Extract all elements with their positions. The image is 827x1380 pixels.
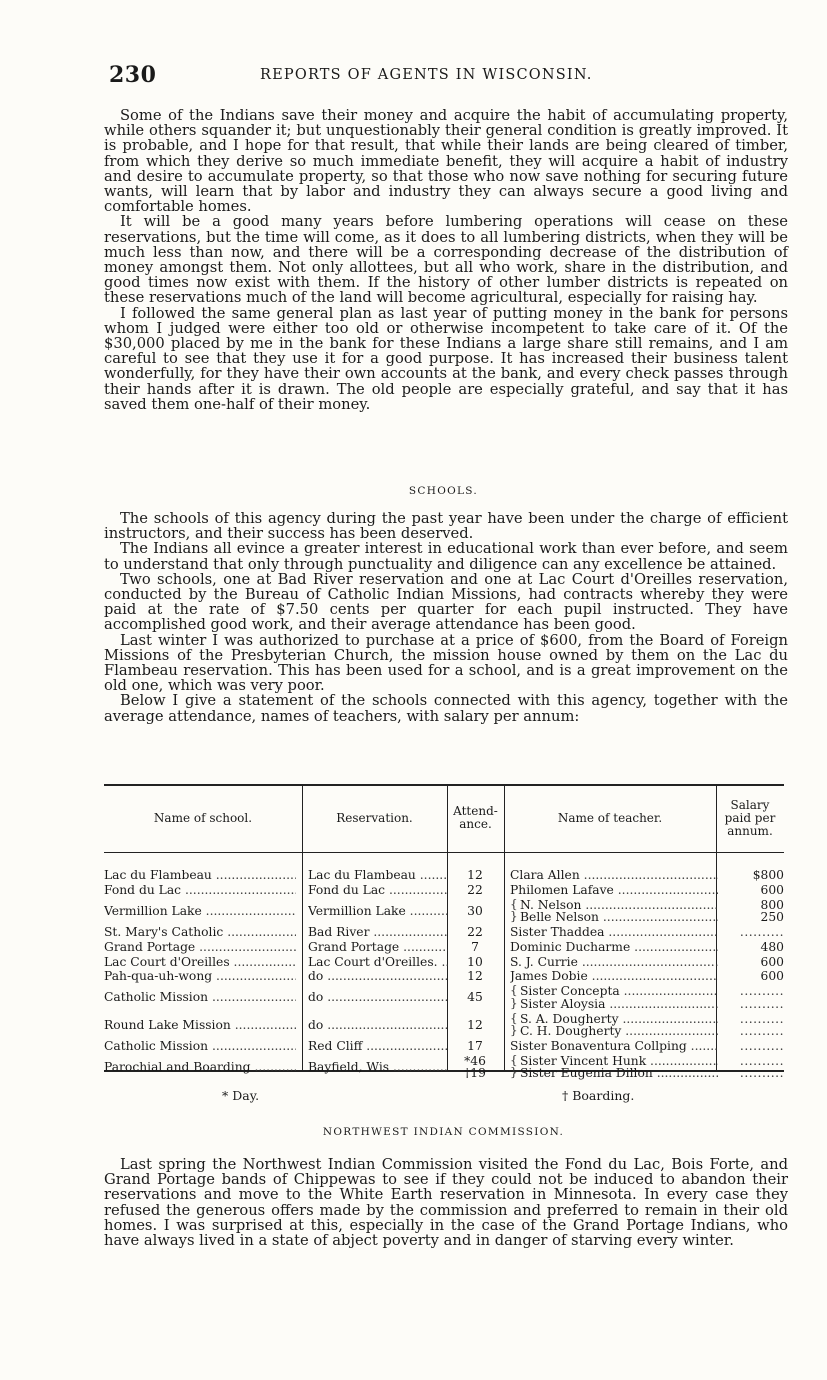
attendance-cell	[448, 969, 502, 983]
salary-cell	[720, 868, 784, 882]
school-name-cell-text: St. Mary's Catholic	[104, 925, 224, 939]
reservation-cell	[308, 1018, 448, 1032]
attendance-cell-text: 10	[467, 954, 483, 969]
salary-value: 600	[760, 954, 784, 969]
school-name-cell-text: Grand Portage	[104, 939, 196, 954]
salary-cell	[720, 883, 784, 897]
paragraph: Last winter I was authorized to purchase at a price of $600, from the Board of Foreign Missions of the Presbyterian Church, the mission house owned by them on the Lac du Flambeau reservation. This has been used for a school, and is a great improvement on the old one, which was very poor.	[104, 631, 788, 695]
teacher-cell	[510, 925, 718, 939]
header-attendance-line: ance.	[459, 817, 492, 831]
table-row	[104, 984, 784, 1009]
school-name-cell-text: Vermillion Lake	[104, 903, 202, 918]
reservation-cell	[308, 1039, 448, 1053]
reservation-cell-text: Bayfield, Wis	[308, 1060, 390, 1075]
table-row	[104, 1012, 784, 1037]
school-name-cell	[104, 925, 296, 939]
brace-mark: { }	[510, 1052, 518, 1080]
table-header-rule	[104, 852, 784, 853]
footnote-day: * Day.	[222, 1088, 260, 1103]
running-title: REPORTS OF AGENTS IN WISCONSIN.	[260, 67, 593, 83]
salary-cell: ..........	[739, 996, 784, 1011]
footnote-boarding: † Boarding.	[562, 1088, 635, 1103]
salary-cell	[720, 940, 784, 954]
attendance-cell-text: *46	[464, 1053, 486, 1068]
teacher-cell	[510, 969, 718, 983]
table-row	[104, 883, 784, 896]
reservation-cell-text: Lac du Flambeau	[308, 868, 416, 882]
teacher-cell-text: Clara Allen	[510, 868, 580, 882]
table-row	[104, 940, 784, 953]
teacher-cell-text: Sister Eugenia Dillon	[520, 1066, 653, 1081]
paragraph: Below I give a statement of the schools connected with this agency, together with the average attendance, names of teachers, with salary per annum:	[104, 692, 788, 725]
salary-cell: ..........	[739, 1066, 784, 1081]
attendance-cell-text: 12	[467, 969, 483, 984]
table-row	[104, 955, 784, 968]
reservation-cell	[308, 1060, 448, 1074]
reservation-cell-text: Grand Portage	[308, 939, 400, 954]
salary-value: $800	[752, 868, 784, 882]
teacher-cell-text: Sister Aloysia	[520, 996, 606, 1011]
school-name-cell	[104, 940, 296, 954]
school-name-cell	[104, 868, 296, 882]
salary-cell: ..........	[739, 1039, 784, 1053]
section-heading-northwest: NORTHWEST INDIAN COMMISSION.	[322, 1126, 565, 1138]
teacher-cell-text: Sister Concepta	[520, 984, 620, 999]
school-name-cell	[104, 955, 296, 969]
paragraph: The Indians all evince a greater interest in educational work than ever before, and seem to understand that only through punctuality and diligence can any excellence be attained.	[104, 540, 788, 573]
school-name-cell	[104, 883, 296, 897]
attendance-cell	[448, 883, 502, 897]
brace-mark: { }	[510, 1010, 518, 1038]
salary-cell: ..........	[739, 1053, 784, 1068]
table-row	[104, 925, 784, 938]
intro-text	[104, 108, 788, 412]
header-name: Name of school.	[153, 810, 253, 825]
teacher-cell-text: C. H. Dougherty	[520, 1024, 622, 1039]
attendance-cell-text: 7	[471, 939, 479, 954]
salary-value: 600	[760, 882, 784, 897]
school-name-cell	[104, 1039, 296, 1053]
attendance-cell	[448, 868, 502, 882]
attendance-cell-text: 22	[467, 882, 483, 897]
table-row	[104, 1054, 784, 1079]
teacher-cell-text: Belle Nelson	[520, 910, 599, 925]
salary-cell: ..........	[739, 1024, 784, 1039]
reservation-cell	[308, 940, 448, 954]
paragraph: Two schools, one at Bad River reservation and one at Lac Court d'Oreilles reservation, conducted by the Bureau of Catholic Indian Missions, had contracts whereby they were paid at the rate of $7.50 cents per quarter for each pupil instructed. They have accomplished good work, and their average attendance has been good.	[104, 570, 788, 634]
header-salary-line: paid per	[724, 810, 776, 825]
teacher-cell-text: S. J. Currie	[510, 954, 578, 969]
salary-value: 250	[760, 910, 784, 925]
attendance-cell-text: 30	[467, 903, 483, 918]
reservation-cell-text: Bad River	[308, 925, 370, 939]
attendance-cell	[448, 990, 502, 1004]
teacher-cell-text: Sister Bonaventura Collping	[510, 1039, 687, 1053]
reservation-cell	[308, 904, 448, 918]
reservation-cell	[308, 955, 448, 969]
teacher-cell	[510, 883, 718, 897]
school-name-cell	[104, 969, 296, 983]
northwest-text	[104, 1157, 788, 1248]
attendance-cell-text: †19	[464, 1066, 486, 1081]
table-row	[104, 898, 784, 923]
reservation-cell	[308, 925, 448, 939]
school-name-cell-text: Catholic Mission	[104, 1039, 209, 1053]
salary-cell	[720, 969, 784, 983]
teacher-cell-text: N. Nelson	[520, 897, 582, 912]
school-name-cell-text: Catholic Mission	[104, 990, 209, 1005]
school-name-cell	[104, 1060, 296, 1074]
teacher-cell	[520, 997, 718, 1011]
teacher-cell-text: S. A. Dougherty	[520, 1011, 619, 1026]
header-attendance-line: Attend-	[453, 804, 498, 818]
teacher-cell-text: Philomen Lafave	[510, 882, 614, 897]
reservation-cell-text: do	[308, 1017, 324, 1032]
attendance-cell	[448, 1018, 502, 1032]
school-name-cell-text: Pah-qua-uh-wong	[104, 969, 213, 984]
salary-value: 480	[760, 939, 784, 954]
school-name-cell-text: Lac du Flambeau	[104, 868, 212, 882]
teacher-cell	[510, 868, 718, 882]
salary-cell	[720, 910, 784, 924]
salary-value: 600	[760, 969, 784, 984]
attendance-cell	[448, 1039, 502, 1053]
salary-cell	[720, 955, 784, 969]
attendance-cell	[448, 925, 502, 939]
salary-value: 800	[760, 897, 784, 912]
header-salary-line: Salary	[730, 797, 770, 812]
attendance-cell-text: 17	[467, 1039, 483, 1053]
salary-cell: ..........	[739, 925, 784, 939]
school-name-cell	[104, 904, 296, 918]
reservation-cell	[308, 883, 448, 897]
reservation-cell-text: Vermillion Lake	[308, 903, 406, 918]
school-name-cell	[104, 1018, 296, 1032]
teacher-cell	[510, 955, 718, 969]
teacher-cell	[520, 1024, 718, 1038]
teacher-cell	[520, 1066, 718, 1080]
header-salary	[716, 784, 784, 852]
reservation-cell	[308, 990, 448, 1004]
school-name-cell-text: Parochial and Boarding	[104, 1060, 251, 1075]
paragraph: The schools of this agency during the past year have been under the charge of efficient instructors, and their success has been deserved.	[104, 510, 788, 543]
paragraph: Last spring the Northwest Indian Commission visited the Fond du Lac, Bois Forte, and Grand Portage bands of Chippewas to see if they could not be induced to abandon their reservations and move to the White Earth reservation in Minnesota. In every case they refused the generous offers made by the commission and preferred to remain in their old homes. I was surprised at this, especially in the case of the Grand Portage Indians, who have always lived in a state of abject poverty and in danger of starving every winter.	[104, 1156, 788, 1250]
table-row	[104, 969, 784, 982]
attendance-cell	[448, 940, 502, 954]
header-teacher: Name of teacher.	[557, 810, 663, 825]
school-name-cell-text: Round Lake Mission	[104, 1017, 231, 1032]
paragraph: Some of the Indians save their money and acquire the habit of accumulating property, while others squander it; but unquestionably their general condition is greatly improved. It is probable, and I hope for that result, that while their lands are being cleared of timber, from which they derive so much immediate benefit, they will acquire a habit of industry and desire to accumulate property, so that those who now save nothing for securing future wants, will learn that by labor and industry they can always secure a good living and comfortable homes.	[104, 107, 788, 216]
header-reservation: Reservation.	[336, 810, 413, 825]
teacher-cell	[510, 1039, 718, 1053]
school-name-cell-text: Lac Court d'Oreilles	[104, 954, 230, 969]
teacher-cell	[510, 940, 718, 954]
teacher-cell-text: Sister Vincent Hunk	[520, 1053, 647, 1068]
reservation-cell	[308, 969, 448, 983]
attendance-cell	[448, 1066, 502, 1080]
teacher-cell	[520, 910, 718, 924]
table-row	[104, 1039, 784, 1052]
school-name-cell	[104, 990, 296, 1004]
reservation-cell	[308, 868, 448, 882]
brace-mark: { }	[510, 983, 518, 1010]
header-attendance	[447, 784, 504, 852]
reservation-cell-text: Lac Court d'Oreilles.	[308, 954, 438, 969]
section-heading-schools: SCHOOLS.	[408, 485, 479, 497]
reservation-cell-text: Red Cliff	[308, 1039, 363, 1053]
attendance-cell	[448, 955, 502, 969]
paragraph: It will be a good many years before lumbering operations will cease on these reservations, but the time will come, as it does to all lumbering districts, when they will be much less than now, and there will be a corresponding decrease of the distribution of money amongst them. Not only allottees, but all who work, share in the distribution, and good times now exist with them. If the history of other lumber districts is repeated on these reservations much of the land will become agricultural, especially for raising hay.	[104, 213, 788, 307]
paragraph: I followed the same general plan as last year of putting money in the bank for persons whom I judged were either too old or otherwise incompetent to take care of it. Of the $30,000 placed by me in the bank for these Indians a large share still remains, and I am careful to see that they use it for a good purpose. It has increased their business talent wonderfully, for they have their own accounts at the bank, and every check passes through their hands after it is drawn. The old people are especially grateful, and say that it has saved them one-half of their money.	[104, 304, 788, 413]
schools-text	[104, 511, 788, 724]
school-name-cell-text: Fond du Lac	[104, 882, 182, 897]
teacher-cell-text: Sister Thaddea	[510, 925, 605, 939]
reservation-cell-text: Fond du Lac	[308, 882, 386, 897]
teacher-cell-text: James Dobie	[510, 969, 588, 984]
header-salary-line: annum.	[727, 823, 773, 838]
reservation-cell-text: do	[308, 969, 324, 984]
attendance-cell	[448, 904, 502, 918]
salary-cell: ..........	[739, 984, 784, 999]
brace-mark: { }	[510, 896, 518, 924]
page-number: 230	[109, 62, 157, 88]
attendance-cell-text: 45	[467, 990, 483, 1005]
attendance-cell-text: 12	[467, 868, 483, 882]
salary-cell: ..........	[739, 1011, 784, 1026]
table-row	[104, 868, 784, 881]
reservation-cell-text: do	[308, 990, 324, 1005]
attendance-cell-text: 12	[467, 1017, 483, 1032]
teacher-cell-text: Dominic Ducharme	[510, 939, 631, 954]
attendance-cell-text: 22	[467, 925, 483, 939]
